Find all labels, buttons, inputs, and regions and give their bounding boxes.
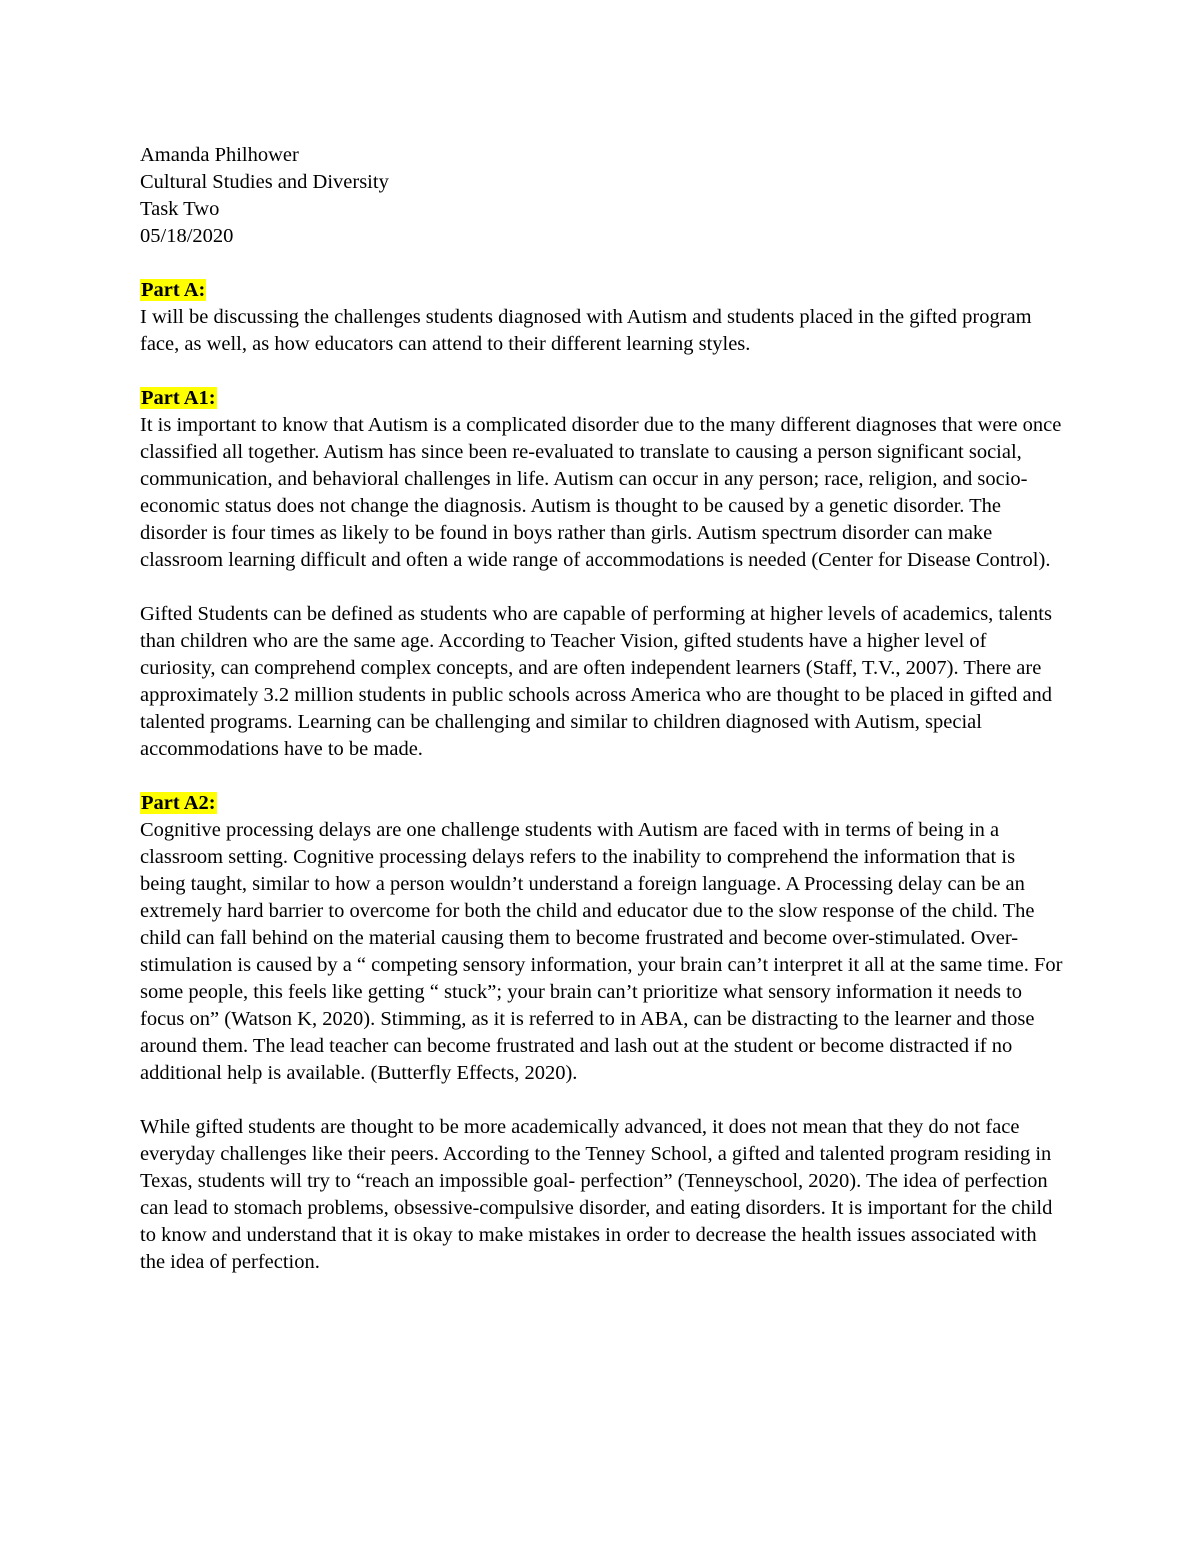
document-body	[140, 142, 1065, 1276]
paragraph: Gifted Students can be defined as students who are capable of performing at higher levels of academics, talents than children who are the same age. According to Teacher Vision, gifted students have a higher level of curiosity, can comprehend complex concepts, and are often independent learners (Staff, T.V., 2007). There are approximately 3.2 million students in public schools across America who are thought to be placed in gifted and talented programs. Learning can be challenging and similar to children diagnosed with Autism, special accommodations have to be made.	[140, 603, 1053, 760]
author-name: Amanda Philhower	[140, 144, 299, 166]
section-part-a1	[140, 385, 1065, 763]
task-name: Task Two	[140, 198, 220, 220]
document-date: 05/18/2020	[140, 225, 234, 247]
highlighted-heading-text: Part A2:	[141, 792, 216, 814]
course-name: Cultural Studies and Diversity	[140, 171, 389, 193]
paragraph: While gifted students are thought to be more academically advanced, it does not mean that they do not face everyday challenges like their peers. According to the Tenney School, a gifted and talented program residing in Texas, students will try to “reach an impossible goal- perfection” (Tenneyschool, 2020). The idea of perfection can lead to stomach problems, obsessive-compulsive disorder, and eating disorders. It is important for the child to know and understand that it is okay to make mistakes in order to decrease the health issues associated with the idea of perfection.	[140, 1116, 1053, 1273]
highlighted-heading-text: Part A:	[141, 279, 206, 301]
section-part-a	[140, 277, 1065, 358]
highlighted-heading-text: Part A1:	[141, 387, 216, 409]
section-part-a2	[140, 790, 1065, 1276]
document-header	[140, 142, 1065, 250]
section-heading	[140, 277, 1065, 304]
paragraph: It is important to know that Autism is a complicated disorder due to the many different diagnoses that were once classified all together. Autism has since been re-evaluated to translate to causing a person significant social, communication, and behavioral challenges in life. Autism can occur in any person; race, religion, and socio-economic status does not change the diagnosis. Autism is thought to be caused by a genetic disorder. The disorder is four times as likely to be found in boys rather than girls. Autism spectrum disorder can make classroom learning difficult and often a wide range of accommodations is needed (Center for Disease Control).	[140, 414, 1062, 571]
paragraph: I will be discussing the challenges students diagnosed with Autism and students placed in the gifted program face, as well, as how educators can attend to their different learning styles.	[140, 306, 1032, 355]
section-heading	[140, 385, 1065, 412]
section-heading	[140, 790, 1065, 817]
paragraph: Cognitive processing delays are one challenge students with Autism are faced with in terms of being in a classroom setting. Cognitive processing delays refers to the inability to comprehend the information that is being taught, similar to how a person wouldn’t understand a foreign language. A Processing delay can be an extremely hard barrier to overcome for both the child and educator due to the slow response of the child. The child can fall behind on the material causing them to become frustrated and become over-stimulated. Over-stimulation is caused by a “ competing sensory information, your brain can’t interpret it all at the same time. For some people, this feels like getting “ stuck”; your brain can’t prioritize what sensory information it needs to focus on” (Watson K, 2020). Stimming, as it is referred to in ABA, can be distracting to the learner and those around them. The lead teacher can become frustrated and lash out at the student or become distracted if no additional help is available. (Butterfly Effects, 2020).	[140, 819, 1063, 1084]
